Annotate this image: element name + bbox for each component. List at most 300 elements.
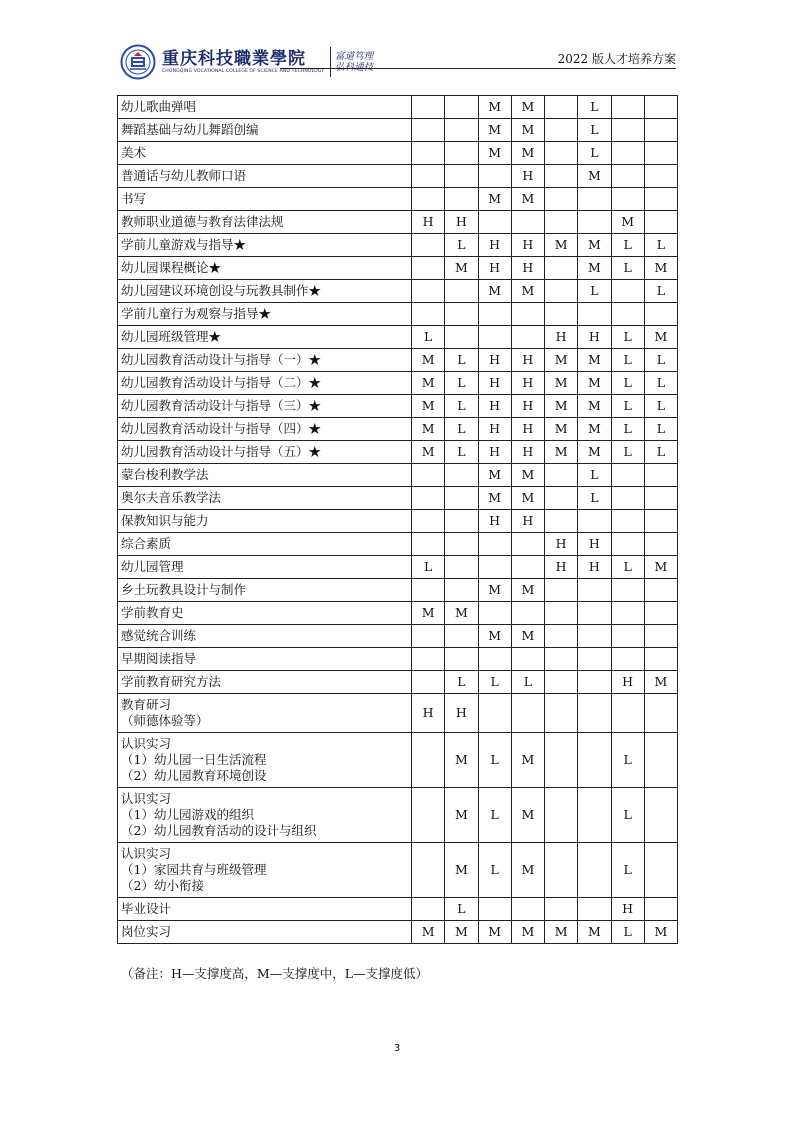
course-name-line: 奥尔夫音乐教学法 <box>121 490 222 505</box>
support-level-cell: M <box>545 418 578 441</box>
support-level-cell: M <box>478 464 511 487</box>
course-name-line: 幼儿园教育活动设计与指导（一）★ <box>121 352 322 367</box>
support-level-cell <box>545 843 578 898</box>
course-name-cell <box>118 625 412 648</box>
support-level-cell: L <box>412 326 445 349</box>
support-level-cell: H <box>412 211 445 234</box>
course-name-cell <box>118 257 412 280</box>
course-name-line: （师德体验等） <box>121 713 209 728</box>
support-level-cell: M <box>478 142 511 165</box>
support-level-cell <box>644 464 677 487</box>
support-level-cell: M <box>644 671 677 694</box>
support-level-cell: L <box>412 556 445 579</box>
support-level-cell <box>412 898 445 921</box>
support-level-cell <box>578 733 611 788</box>
support-level-cell <box>611 510 644 533</box>
school-logo-block <box>120 44 373 80</box>
support-level-cell <box>545 694 578 733</box>
support-level-cell: L <box>644 372 677 395</box>
table-row <box>118 510 678 533</box>
support-level-cell <box>578 788 611 843</box>
support-level-cell <box>578 898 611 921</box>
support-level-cell <box>412 234 445 257</box>
support-level-cell: H <box>412 694 445 733</box>
support-level-cell <box>578 211 611 234</box>
support-level-cell <box>644 898 677 921</box>
support-level-cell <box>511 694 544 733</box>
support-level-cell: L <box>445 898 478 921</box>
support-level-cell <box>478 602 511 625</box>
support-level-cell: H <box>478 349 511 372</box>
course-name-cell <box>118 234 412 257</box>
support-level-cell: L <box>445 395 478 418</box>
support-level-cell <box>545 211 578 234</box>
course-name-line: 舞蹈基础与幼儿舞蹈创编 <box>121 122 259 137</box>
support-level-cell: M <box>445 788 478 843</box>
support-level-cell: M <box>412 395 445 418</box>
support-level-cell: H <box>545 533 578 556</box>
support-level-cell <box>478 303 511 326</box>
support-level-cell <box>478 326 511 349</box>
support-level-cell: L <box>644 280 677 303</box>
support-level-cell: L <box>644 418 677 441</box>
table-row <box>118 602 678 625</box>
support-level-cell: L <box>611 921 644 944</box>
course-name-cell <box>118 395 412 418</box>
course-name-cell <box>118 788 412 843</box>
support-level-cell <box>545 510 578 533</box>
course-name-line: （1）幼儿园一日生活流程 <box>121 752 267 767</box>
course-name-cell <box>118 556 412 579</box>
support-level-cell <box>545 648 578 671</box>
support-level-cell <box>545 96 578 119</box>
course-name-line: 蒙台梭利教学法 <box>121 467 209 482</box>
support-level-cell: M <box>611 211 644 234</box>
support-level-cell <box>412 119 445 142</box>
school-motto <box>335 51 373 73</box>
course-name-line: 普通话与幼儿教师口语 <box>121 168 247 183</box>
support-level-cell: M <box>578 441 611 464</box>
support-level-cell: L <box>445 671 478 694</box>
support-level-cell: M <box>644 921 677 944</box>
support-level-cell: L <box>578 464 611 487</box>
support-level-cell <box>611 188 644 211</box>
support-level-cell <box>545 165 578 188</box>
support-level-cell <box>511 533 544 556</box>
course-name-cell <box>118 119 412 142</box>
course-name-cell <box>118 602 412 625</box>
support-level-cell <box>478 211 511 234</box>
support-level-cell: M <box>511 625 544 648</box>
table-row <box>118 165 678 188</box>
curriculum-support-matrix <box>117 95 678 944</box>
support-level-cell <box>445 533 478 556</box>
support-level-cell <box>578 648 611 671</box>
table-row <box>118 556 678 579</box>
support-level-cell <box>578 671 611 694</box>
support-level-cell: L <box>611 441 644 464</box>
support-level-cell: M <box>511 843 544 898</box>
course-name-cell <box>118 165 412 188</box>
support-level-cell <box>644 165 677 188</box>
course-name-cell <box>118 349 412 372</box>
support-level-cell: L <box>478 843 511 898</box>
support-level-cell <box>644 579 677 602</box>
support-level-cell: M <box>578 372 611 395</box>
support-level-cell: M <box>511 280 544 303</box>
support-level-cell <box>412 280 445 303</box>
support-level-cell <box>445 119 478 142</box>
school-emblem-icon <box>120 44 156 80</box>
support-level-cell <box>545 671 578 694</box>
support-level-cell <box>445 188 478 211</box>
support-level-cell: L <box>578 96 611 119</box>
support-level-cell: H <box>478 395 511 418</box>
support-level-cell: H <box>478 372 511 395</box>
course-name-cell <box>118 142 412 165</box>
matrix-body <box>118 96 678 944</box>
table-row <box>118 211 678 234</box>
support-level-cell <box>644 733 677 788</box>
table-row <box>118 464 678 487</box>
course-name-line: 教师职业道德与教育法律法规 <box>121 214 284 229</box>
support-level-cell <box>644 788 677 843</box>
support-level-cell <box>445 625 478 648</box>
support-level-cell: L <box>445 234 478 257</box>
support-level-cell <box>545 303 578 326</box>
table-row <box>118 142 678 165</box>
support-level-cell <box>578 625 611 648</box>
support-level-cell: M <box>511 788 544 843</box>
support-level-cell: L <box>578 487 611 510</box>
support-level-cell: H <box>511 510 544 533</box>
course-name-line: 幼儿园教育活动设计与指导（二）★ <box>121 375 322 390</box>
course-name-cell <box>118 280 412 303</box>
support-level-cell <box>445 487 478 510</box>
support-level-cell: H <box>511 395 544 418</box>
support-level-cell <box>611 464 644 487</box>
support-level-cell: L <box>578 119 611 142</box>
page-header <box>120 44 676 88</box>
motto-line: 富道笃理 <box>335 51 374 62</box>
support-level-cell: L <box>445 441 478 464</box>
course-name-line: 感觉统合训练 <box>121 628 197 643</box>
support-level-cell <box>545 602 578 625</box>
support-level-cell <box>545 625 578 648</box>
support-level-cell: M <box>511 464 544 487</box>
support-level-cell: L <box>644 395 677 418</box>
support-level-cell <box>644 510 677 533</box>
support-level-cell: H <box>545 326 578 349</box>
support-level-cell: M <box>545 372 578 395</box>
course-name-line: 认识实习 <box>121 846 172 861</box>
support-level-cell <box>644 843 677 898</box>
support-level-cell: M <box>511 487 544 510</box>
course-name-cell <box>118 671 412 694</box>
table-row <box>118 418 678 441</box>
support-level-cell: H <box>478 234 511 257</box>
support-level-cell: H <box>478 418 511 441</box>
table-row <box>118 372 678 395</box>
support-level-cell <box>445 464 478 487</box>
support-level-cell <box>578 510 611 533</box>
support-level-cell <box>545 464 578 487</box>
support-level-cell <box>578 579 611 602</box>
support-level-cell: M <box>545 349 578 372</box>
support-level-cell: M <box>644 556 677 579</box>
support-level-cell: M <box>412 441 445 464</box>
course-name-cell <box>118 733 412 788</box>
support-level-cell: M <box>578 921 611 944</box>
support-level-cell <box>412 96 445 119</box>
support-level-cell: L <box>611 257 644 280</box>
support-level-cell: L <box>478 733 511 788</box>
support-level-cell: M <box>545 234 578 257</box>
support-level-cell: L <box>611 372 644 395</box>
support-level-cell: M <box>545 921 578 944</box>
support-level-cell <box>578 843 611 898</box>
header-divider <box>280 68 676 69</box>
table-row <box>118 280 678 303</box>
course-name-line: 幼儿园教育活动设计与指导（四）★ <box>121 421 322 436</box>
course-name-line: 幼儿园课程概论★ <box>121 260 222 275</box>
course-name-line: 乡土玩教具设计与制作 <box>121 582 247 597</box>
table-row <box>118 188 678 211</box>
support-level-cell <box>545 788 578 843</box>
course-name-line: 幼儿园教育活动设计与指导（三）★ <box>121 398 322 413</box>
support-level-cell <box>611 165 644 188</box>
support-level-cell: M <box>412 349 445 372</box>
support-level-cell <box>644 211 677 234</box>
support-level-cell: M <box>511 733 544 788</box>
course-name-line: 教育研习 <box>121 697 172 712</box>
course-name-cell <box>118 921 412 944</box>
table-row <box>118 119 678 142</box>
support-level-cell: M <box>578 165 611 188</box>
course-name-line: 早期阅读指导 <box>121 651 197 666</box>
support-level-cell <box>644 694 677 733</box>
support-level-cell <box>445 280 478 303</box>
course-name-cell <box>118 648 412 671</box>
motto-line: 弘科通技 <box>335 62 374 73</box>
support-level-cell: H <box>511 165 544 188</box>
support-level-cell: H <box>578 556 611 579</box>
support-level-cell: M <box>578 257 611 280</box>
support-level-cell <box>445 303 478 326</box>
support-level-cell <box>644 487 677 510</box>
support-level-cell <box>611 648 644 671</box>
support-level-cell: L <box>611 556 644 579</box>
support-level-cell: H <box>478 510 511 533</box>
course-name-line: （2）幼儿园教育环境创设 <box>121 768 267 783</box>
table-row <box>118 533 678 556</box>
support-level-cell: M <box>478 487 511 510</box>
course-name-cell <box>118 533 412 556</box>
support-level-cell: H <box>511 441 544 464</box>
support-level-cell: L <box>478 671 511 694</box>
course-name-line: 保教知识与能力 <box>121 513 209 528</box>
support-level-cell <box>578 694 611 733</box>
support-level-cell: M <box>644 326 677 349</box>
support-level-cell <box>478 533 511 556</box>
support-level-cell <box>578 303 611 326</box>
support-level-cell <box>578 602 611 625</box>
course-name-cell <box>118 372 412 395</box>
course-name-line: 毕业设计 <box>121 901 172 916</box>
support-level-cell: M <box>478 280 511 303</box>
support-level-cell: H <box>511 418 544 441</box>
support-level-cell: M <box>445 733 478 788</box>
support-level-cell <box>511 211 544 234</box>
course-name-line: 幼儿园建议环境创设与玩教具制作★ <box>121 283 322 298</box>
course-name-line: 幼儿歌曲弹唱 <box>121 99 197 114</box>
support-level-cell: M <box>545 441 578 464</box>
support-level-cell <box>611 303 644 326</box>
support-level-cell: H <box>611 671 644 694</box>
support-level-cell: M <box>578 349 611 372</box>
course-name-line: 幼儿园班级管理★ <box>121 329 222 344</box>
support-level-cell <box>644 96 677 119</box>
support-level-cell <box>644 602 677 625</box>
support-level-cell <box>445 165 478 188</box>
course-name-line: 幼儿园管理 <box>121 559 184 574</box>
table-row <box>118 441 678 464</box>
support-level-cell <box>511 602 544 625</box>
table-row <box>118 843 678 898</box>
support-level-cell: H <box>578 533 611 556</box>
support-level-cell: L <box>578 142 611 165</box>
school-name-cn: 重庆科技職業學院 <box>162 48 306 69</box>
school-name <box>162 50 324 75</box>
course-name-line: 认识实习 <box>121 791 172 806</box>
support-level-cell <box>611 487 644 510</box>
table-row <box>118 579 678 602</box>
support-level-cell: M <box>511 96 544 119</box>
support-level-cell <box>412 533 445 556</box>
support-level-cell <box>412 257 445 280</box>
support-level-cell: L <box>578 280 611 303</box>
support-level-cell <box>611 694 644 733</box>
support-level-cell: M <box>478 625 511 648</box>
plan-title: 2022 版人才培养方案 <box>557 52 676 66</box>
support-level-cell: M <box>478 96 511 119</box>
table-row <box>118 487 678 510</box>
support-level-cell: H <box>511 257 544 280</box>
course-name-line: 学前教育研究方法 <box>121 674 222 689</box>
course-name-line: 岗位实习 <box>121 924 172 939</box>
support-level-cell: M <box>412 602 445 625</box>
support-level-cell <box>511 326 544 349</box>
support-level-cell: M <box>478 119 511 142</box>
support-level-cell <box>644 533 677 556</box>
support-level-cell: H <box>445 694 478 733</box>
support-level-cell: L <box>644 349 677 372</box>
support-level-cell: L <box>611 395 644 418</box>
support-level-cell: H <box>478 257 511 280</box>
support-level-cell <box>478 648 511 671</box>
support-level-cell <box>644 188 677 211</box>
support-level-cell <box>478 898 511 921</box>
support-level-cell: M <box>445 843 478 898</box>
support-level-cell: L <box>644 234 677 257</box>
table-row <box>118 671 678 694</box>
support-level-cell: L <box>445 349 478 372</box>
support-level-cell: L <box>445 418 478 441</box>
support-level-cell <box>445 96 478 119</box>
support-level-cell <box>412 733 445 788</box>
course-name-line: 认识实习 <box>121 736 172 751</box>
support-level-cell: M <box>412 921 445 944</box>
support-level-cell <box>611 96 644 119</box>
support-level-cell <box>644 648 677 671</box>
support-level-cell: H <box>511 234 544 257</box>
support-level-cell <box>644 142 677 165</box>
motto-divider <box>330 47 331 77</box>
table-row <box>118 625 678 648</box>
support-level-cell: M <box>644 257 677 280</box>
support-level-cell <box>445 326 478 349</box>
support-level-cell: M <box>412 372 445 395</box>
support-level-cell <box>611 625 644 648</box>
course-name-line: 书写 <box>121 191 147 206</box>
support-level-cell: M <box>412 418 445 441</box>
course-name-cell <box>118 303 412 326</box>
support-level-cell <box>511 556 544 579</box>
course-name-cell <box>118 579 412 602</box>
support-level-cell <box>412 487 445 510</box>
support-level-cell: L <box>611 788 644 843</box>
support-level-cell <box>445 510 478 533</box>
support-level-cell: H <box>445 211 478 234</box>
support-level-cell <box>412 510 445 533</box>
course-name-cell <box>118 464 412 487</box>
support-level-cell: M <box>478 579 511 602</box>
course-name-cell <box>118 96 412 119</box>
course-name-cell <box>118 487 412 510</box>
course-name-line: （2）幼儿园教育活动的设计与组织 <box>121 823 317 838</box>
support-level-cell <box>445 556 478 579</box>
table-row <box>118 788 678 843</box>
support-level-cell <box>412 188 445 211</box>
support-level-cell: M <box>511 142 544 165</box>
support-level-cell <box>412 648 445 671</box>
support-level-cell: M <box>445 602 478 625</box>
course-name-cell <box>118 510 412 533</box>
table-row <box>118 694 678 733</box>
support-level-cell <box>412 142 445 165</box>
support-level-cell: L <box>611 418 644 441</box>
support-level-cell <box>478 165 511 188</box>
support-level-cell <box>545 280 578 303</box>
table-row <box>118 648 678 671</box>
course-name-line: （2）幼小衔接 <box>121 878 204 893</box>
support-level-cell: L <box>611 733 644 788</box>
table-row <box>118 257 678 280</box>
support-level-cell: M <box>445 257 478 280</box>
support-level-cell: M <box>545 395 578 418</box>
support-level-cell: H <box>611 898 644 921</box>
support-level-cell <box>644 303 677 326</box>
table-row <box>118 234 678 257</box>
support-level-cell <box>445 648 478 671</box>
table-row <box>118 898 678 921</box>
course-name-cell <box>118 211 412 234</box>
page-number: 3 <box>393 1043 401 1054</box>
support-level-cell <box>578 188 611 211</box>
support-level-cell: M <box>578 395 611 418</box>
support-level-cell: M <box>478 921 511 944</box>
support-level-cell <box>412 625 445 648</box>
